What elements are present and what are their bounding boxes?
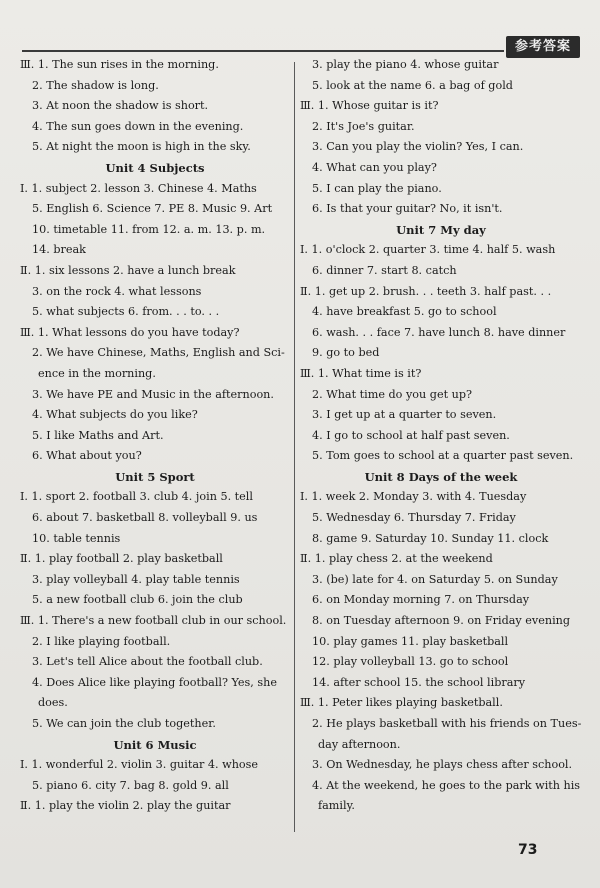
answer-line: 10. table tennis [32, 531, 121, 545]
answer-line: 4. I go to school at half past seven. [312, 428, 510, 442]
answer-line: family. [318, 799, 355, 813]
answer-line: 2. He plays basketball with his friends on Tues- [312, 717, 582, 730]
answer-line: 3. play volleyball 4. play table tennis [32, 572, 240, 586]
answer-line: 3. Can you play the violin? Yes, I can. [312, 140, 524, 154]
answer-line: 3. At noon the shadow is short. [32, 99, 209, 113]
answer-line: Ⅱ. 1. play chess 2. at the weekend [300, 552, 493, 566]
answer-line: 2. What time do you get up? [312, 387, 472, 401]
answer-line: 6. dinner 7. start 8. catch [312, 263, 457, 277]
answer-line: 5. Wednesday 6. Thursday 7. Friday [312, 511, 516, 525]
answer-line: 4. Does Alice like playing football? Yes, she [32, 675, 277, 689]
answer-line: 3. (be) late for 4. on Saturday 5. on Sunday [312, 572, 558, 586]
answer-line: 6. wash. . . face 7. have lunch 8. have dinner [312, 325, 566, 339]
answer-line: Ⅲ. 1. What time is it? [300, 366, 422, 380]
answer-line: Ⅲ. 1. Whose guitar is it? [300, 99, 439, 113]
answer-line: 5. At night the moon is high in the sky. [32, 140, 251, 154]
answer-line: Ⅲ. 1. The sun rises in the morning. [20, 58, 219, 71]
answer-line: 5. English 6. Science 7. PE 8. Music 9. Art [32, 202, 273, 216]
answer-line: ence in the morning. [38, 366, 156, 380]
answer-line: 5. piano 6. city 7. bag 8. gold 9. all [32, 778, 229, 792]
answer-line: Ⅰ. 1. sport 2. football 3. club 4. join 5. tell [20, 490, 253, 504]
header-rule [22, 50, 504, 52]
answer-line: 5. what subjects 6. from. . . to. . . [32, 305, 220, 319]
answer-line: 2. I like playing football. [32, 634, 171, 648]
answer-line: Ⅱ. 1. six lessons 2. have a lunch break [20, 263, 236, 277]
answer-line: 14. after school 15. the school library [312, 675, 526, 689]
answer-line: Ⅰ. 1. wonderful 2. violin 3. guitar 4. whose [20, 758, 259, 772]
answer-line: 2. We have Chinese, Maths, English and Sci- [32, 346, 285, 360]
answer-line: 14. break [32, 243, 86, 257]
answer-key-badge: 参考答案 [506, 36, 580, 58]
answer-line: 8. game 9. Saturday 10. Sunday 11. clock [312, 531, 549, 545]
answer-line: 6. about 7. basketball 8. volleyball 9. us [32, 511, 258, 525]
unit-heading: Unit 4 Subjects [105, 160, 205, 175]
answer-line: 3. Let's tell Alice about the football club. [32, 655, 263, 669]
answer-line: 12. play volleyball 13. go to school [312, 655, 509, 669]
answer-line: 4. At the weekend, he goes to the park with his [312, 778, 581, 792]
answer-line: 4. have breakfast 5. go to school [312, 305, 497, 319]
answer-line: 3. play the piano 4. whose guitar [312, 58, 499, 71]
answer-line: 5. look at the name 6. a bag of gold [312, 78, 513, 92]
answer-line: 9. go to bed [312, 346, 380, 360]
answer-line: 2. It's Joe's guitar. [312, 119, 415, 133]
answer-line: 5. Tom goes to school at a quarter past seven. [312, 449, 574, 463]
answer-line: 3. I get up at a quarter to seven. [312, 408, 497, 422]
answer-line: Ⅱ. 1. play the violin 2. play the guitar [20, 799, 231, 813]
answer-line: 8. on Tuesday afternoon 9. on Friday evening [312, 614, 571, 628]
answer-line: 5. I can play the piano. [312, 181, 442, 195]
answer-line: 2. The shadow is long. [32, 78, 159, 92]
answer-line: Ⅱ. 1. get up 2. brush. . . teeth 3. half past. . . [300, 284, 552, 298]
answer-line: Ⅰ. 1. o'clock 2. quarter 3. time 4. half 5. wash [300, 243, 556, 257]
right-column [300, 55, 582, 817]
answer-line: Ⅲ. 1. Peter likes playing basketball. [300, 696, 503, 710]
answer-line: 6. on Monday morning 7. on Thursday [312, 593, 530, 607]
answer-line: Ⅰ. 1. subject 2. lesson 3. Chinese 4. Maths [20, 181, 257, 195]
answer-line: 6. What about you? [32, 449, 142, 463]
answer-line: 3. On Wednesday, he plays chess after school. [312, 758, 573, 772]
column-divider [294, 62, 295, 832]
answer-line: day afternoon. [318, 737, 401, 751]
answer-line: 3. on the rock 4. what lessons [32, 284, 202, 298]
answer-line: Ⅰ. 1. week 2. Monday 3. with 4. Tuesday [300, 490, 527, 504]
left-column [20, 55, 290, 817]
unit-heading: Unit 6 Music [113, 737, 197, 752]
answer-line: 10. timetable 11. from 12. a. m. 13. p. m. [32, 222, 266, 236]
answer-line: 6. Is that your guitar? No, it isn't. [312, 202, 503, 216]
answer-line: 4. What can you play? [312, 160, 437, 174]
unit-heading: Unit 7 My day [396, 222, 486, 237]
answer-line: 4. What subjects do you like? [32, 408, 198, 422]
answer-line: does. [38, 696, 68, 710]
answer-line: 10. play games 11. play basketball [312, 634, 509, 648]
answer-line: 4. The sun goes down in the evening. [32, 119, 244, 133]
answer-line: Ⅲ. 1. There's a new football club in our school. [20, 614, 287, 628]
answer-line: 5. a new football club 6. join the club [32, 593, 243, 607]
page-number: 73 [518, 842, 538, 858]
answer-line: Ⅲ. 1. What lessons do you have today? [20, 325, 240, 339]
answer-line: Ⅱ. 1. play football 2. play basketball [20, 552, 223, 566]
unit-heading: Unit 5 Sport [115, 469, 195, 484]
answer-line: 5. I like Maths and Art. [32, 428, 164, 442]
answer-line: 5. We can join the club together. [32, 717, 216, 730]
unit-heading: Unit 8 Days of the week [364, 469, 518, 484]
answer-line: 3. We have PE and Music in the afternoon. [32, 387, 274, 401]
